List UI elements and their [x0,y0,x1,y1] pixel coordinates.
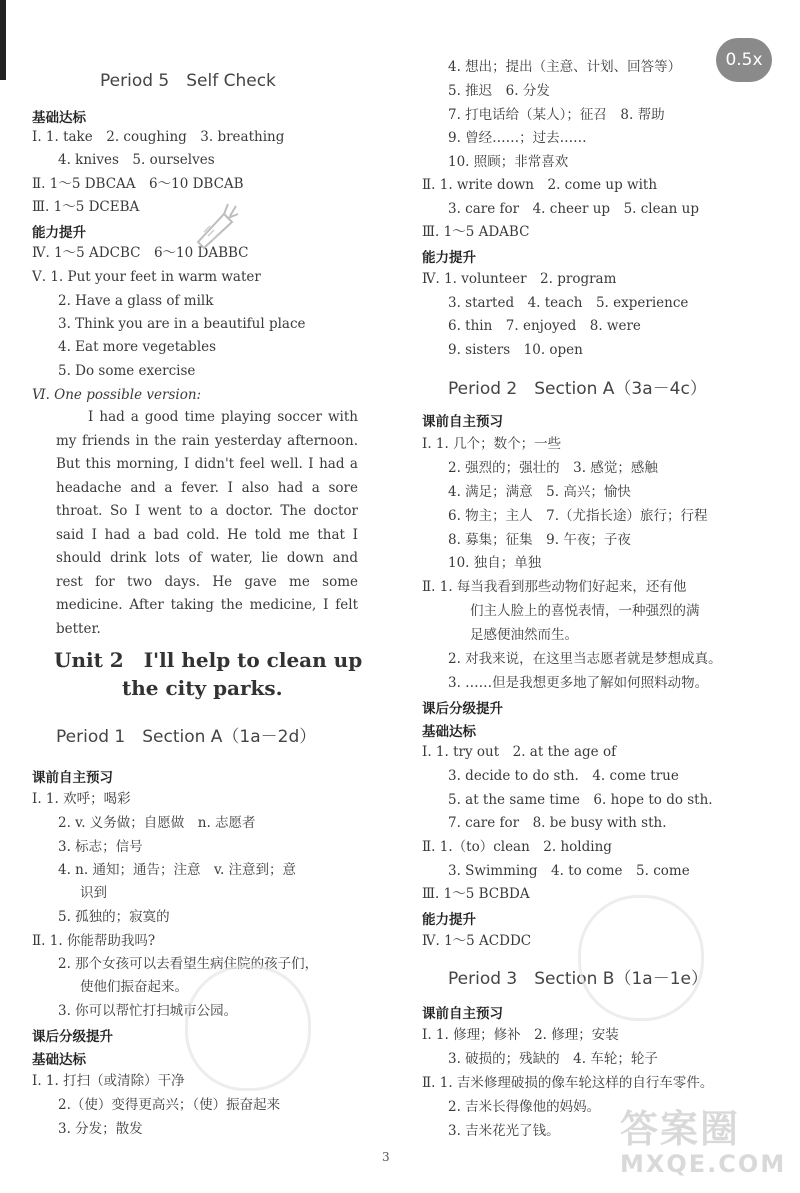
answer-line: Ⅱ. 1. 吉米修理破损的像车轮这样的自行车零件。 [422,1075,714,1091]
section-after: 课后分级提升 [32,1029,113,1045]
answer-line: 4. 想出；提出（主意、计划、回答等） [448,59,682,75]
answer-line: 6. 物主；主人 7.（尤指长途）旅行；行程 [448,508,708,524]
section-preview: 课前自主预习 [422,414,503,430]
answer-line: 4. Eat more vegetables [58,339,217,355]
answer-line: 2.（使）变得更高兴；（使）振奋起来 [58,1097,281,1113]
answer-line: 2. 对我来说，在这里当志愿者就是梦想成真。 [448,651,722,667]
section-basic: 基础达标 [422,724,476,740]
answer-line: Ⅳ. 1. volunteer 2. program [422,271,617,287]
answer-line: Ⅱ. 1. write down 2. come up with [422,177,658,193]
essay-paragraph: I had a good time playing soccer with my friends in the rain yesterday afternoon. But this morning, I didn't feel well. I had a headache and a fever. I also had a sore throat. So I went to a doctor. The doctor said I had a bad cold. He told me that I should drink lots of water, lie down and rest for two days. He gave me some medicine. After taking the medicine, I felt better. [56,409,358,637]
section-after: 课后分级提升 [422,701,503,717]
answer-line: Ⅵ. One possible version: [32,387,202,403]
period1-title: Period 1 Section A（1a－2d） [56,727,317,747]
watermark-stamp-icon [578,895,704,1021]
answer-line: 3. 破损的；残缺的 4. 车轮；轮子 [448,1051,658,1067]
period2-title: Period 2 Section A（3a－4c） [448,379,707,399]
answer-line: Ⅱ. 1～5 DBCAA 6～10 DBCAB [32,176,244,192]
answer-line: 3. 吉米花光了钱。 [448,1123,560,1139]
answer-line: Ⅳ. 1～5 ACDDC [422,933,532,949]
answer-line: Ⅱ. 1. 你能帮助我吗? [32,933,156,949]
answer-line: 们主人脸上的喜悦表情，一种强烈的满 [470,603,700,619]
section-basic: 基础达标 [32,110,86,126]
watermark-brand: 答案圈 [620,1107,741,1151]
answer-line: 足感便油然而生。 [470,627,578,643]
answer-line: 9. sisters 10. open [448,342,583,358]
answer-line: Ⅲ. 1～5 ADABC [422,224,530,240]
answer-line: 使他们振奋起来。 [80,979,188,995]
answer-line: Ⅰ. 1. 打扫（或清除）干净 [32,1073,185,1089]
period5-title: Period 5 Self Check [100,71,276,91]
answer-line: Ⅳ. 1～5 ADCBC 6～10 DABBC [32,245,249,261]
answer-line: Ⅰ. 1. 几个；数个；一些 [422,436,562,452]
answer-line: 4. n. 通知；通告；注意 v. 注意到；意 [58,862,297,878]
answer-line: 10. 照顾；非常喜欢 [448,154,569,170]
page-number: 3 [382,1150,390,1164]
answer-line: 2. v. 义务做；自愿做 n. 志愿者 [58,815,256,831]
answer-line: 7. 打电话给（某人）；征召 8. 帮助 [448,107,665,123]
answer-line: 3. care for 4. cheer up 5. clean up [448,201,699,217]
answer-line: 3. 标志；信号 [58,839,143,855]
answer-line: 6. thin 7. enjoyed 8. were [448,318,641,334]
section-ability: 能力提升 [422,912,476,928]
answer-line: 8. 募集；征集 9. 午夜；子夜 [448,532,631,548]
answer-line: 5. Do some exercise [58,363,196,379]
answer-line: 3. 你可以帮忙打扫城市公园。 [58,1003,238,1019]
answer-line: 3. ……但是我想更多地了解如何照料动物。 [448,675,709,691]
section-ability: 能力提升 [32,225,86,241]
zoom-level-button[interactable]: 0.5x [716,38,772,82]
answer-line: Ⅰ. 1. 欢呼；喝彩 [32,791,131,807]
answer-line: 3. decide to do sth. 4. come true [448,768,679,784]
answer-line: 3. started 4. teach 5. experience [448,295,689,311]
answer-line: 识到 [80,885,107,901]
answer-line: 3. 分发；散发 [58,1121,143,1137]
answer-line: 4. 满足；满意 5. 高兴；愉快 [448,484,631,500]
answer-line: 2. 吉米长得像他的妈妈。 [448,1099,601,1115]
answer-line: 2. Have a glass of milk [58,293,214,309]
answer-line: Ⅲ. 1～5 DCEBA [32,199,140,215]
answer-line: 9. 曾经……；过去…… [448,130,587,146]
watermark-site: MXQE.COM [620,1150,787,1178]
section-basic: 基础达标 [32,1052,86,1068]
answer-line: Ⅲ. 1～5 BCBDA [422,886,530,902]
answer-line: Ⅰ. 1. take 2. coughing 3. breathing [32,129,285,145]
carrot-mascot-icon [184,196,244,256]
answer-line: 5. at the same time 6. hope to do sth. [448,792,713,808]
answer-line: Ⅰ. 1. try out 2. at the age of [422,744,617,760]
answer-line: 5. 推迟 6. 分发 [448,83,550,99]
answer-line: 4. knives 5. ourselves [58,152,215,168]
answer-line: 2. 那个女孩可以去看望生病住院的孩子们， [58,956,319,972]
section-ability: 能力提升 [422,250,476,266]
answer-line: 10. 独自；单独 [448,555,542,571]
answer-line: Ⅰ. 1. 修理；修补 2. 修理；安装 [422,1027,619,1043]
answer-line: 7. care for 8. be busy with sth. [448,815,667,831]
page-edge [0,0,6,80]
answer-line: Ⅱ. 1.（to）clean 2. holding [422,839,612,855]
period3-title: Period 3 Section B（1a－1e） [448,969,708,989]
unit-title-line2: the city parks. [122,676,283,700]
answer-line: Ⅱ. 1. 每当我看到那些动物们好起来，还有他 [422,579,687,595]
unit-title-line1: Unit 2 I'll help to clean up [54,648,363,672]
answer-line: Ⅴ. 1. Put your feet in warm water [32,269,261,285]
section-preview: 课前自主预习 [32,770,113,786]
answer-line: 2. 强烈的；强壮的 3. 感觉；感触 [448,460,658,476]
answer-line: 5. 孤独的；寂寞的 [58,909,170,925]
answer-line: 3. Think you are in a beautiful place [58,316,306,332]
watermark-stamp-icon [185,965,311,1091]
answer-line: 3. Swimming 4. to come 5. come [448,863,690,879]
section-preview: 课前自主预习 [422,1006,503,1022]
